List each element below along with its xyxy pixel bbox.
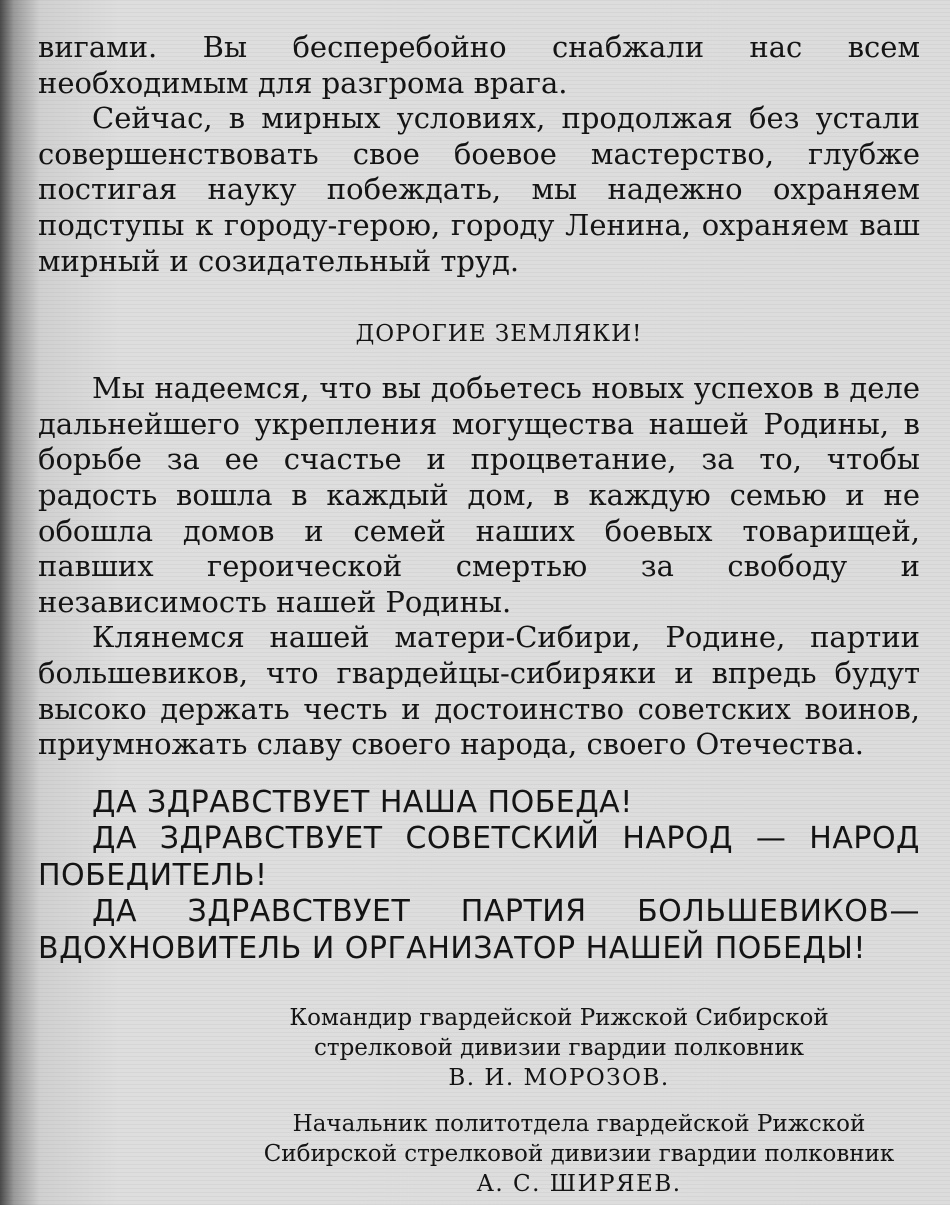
signature-title-line: Начальник политотдела гвардейской Рижской bbox=[292, 1111, 866, 1138]
slogan-3: ДА ЗДРАВСТВУЕТ ПАРТИЯ БОЛЬШЕВИКОВ— ВДОХНОВИТЕЛЬ И ОРГАНИЗАТОР НАШЕЙ ПОБЕДЫ! bbox=[38, 894, 920, 966]
slogan-2: ДА ЗДРАВСТВУЕТ СОВЕТСКИЙ НАРОД — НАРОД ПОБЕДИТЕЛЬ! bbox=[38, 821, 920, 893]
signature-title-line: Командир гвардейской Рижской Сибирской bbox=[289, 1005, 829, 1032]
signature-name: В. И. МОРОЗОВ. bbox=[448, 1065, 670, 1092]
signatures-block bbox=[38, 1003, 920, 1199]
section-heading: ДОРОГИЕ ЗЕМЛЯКИ! bbox=[355, 321, 643, 348]
signature-political-chief bbox=[38, 1109, 920, 1199]
paragraph-3: Мы надеемся, что вы добьетесь новых успехов в деле дальнейшего укрепления могущества нашей Родины, в борьбе за ее счастье и процветание, за то, чтобы радость вошла в каждый дом, в каждую семью и не обошла домов и семей наших боевых товарищей, павших героической смертью за свободу и независимость нашей Родины. bbox=[38, 371, 920, 619]
paragraph-4: Клянемся нашей матери-Сибири, Родине, партии большевиков, что гвардейцы-сибиряки и впредь будут высоко держать честь и достоинство советских воинов, приумножать славу своего народа, своего Отечества. bbox=[38, 620, 920, 762]
paragraph-1: вигами. Вы бесперебойно снабжали нас всем необходимым для разгрома врага. bbox=[38, 30, 920, 100]
slogans-block bbox=[38, 785, 920, 968]
signature-title-line: стрелковой дивизии гвардии полковник bbox=[313, 1035, 805, 1062]
slogan-1: ДА ЗДРАВСТВУЕТ НАША ПОБЕДА! bbox=[92, 784, 633, 820]
signature-commander bbox=[38, 1003, 920, 1093]
paragraph-2: Сейчас, в мирных условиях, продолжая без устали совершенствовать свое боевое мастерство, глубже постигая науку побеждать, мы надежно охраняем подступы к городу-герою, городу Ленина, охраняем ваш мирный и созидательный труд. bbox=[38, 101, 920, 278]
signature-title-line: Сибирской стрелковой дивизии гвардии полковник bbox=[263, 1141, 895, 1168]
signature-name: А. С. ШИРЯЕВ. bbox=[476, 1171, 682, 1198]
